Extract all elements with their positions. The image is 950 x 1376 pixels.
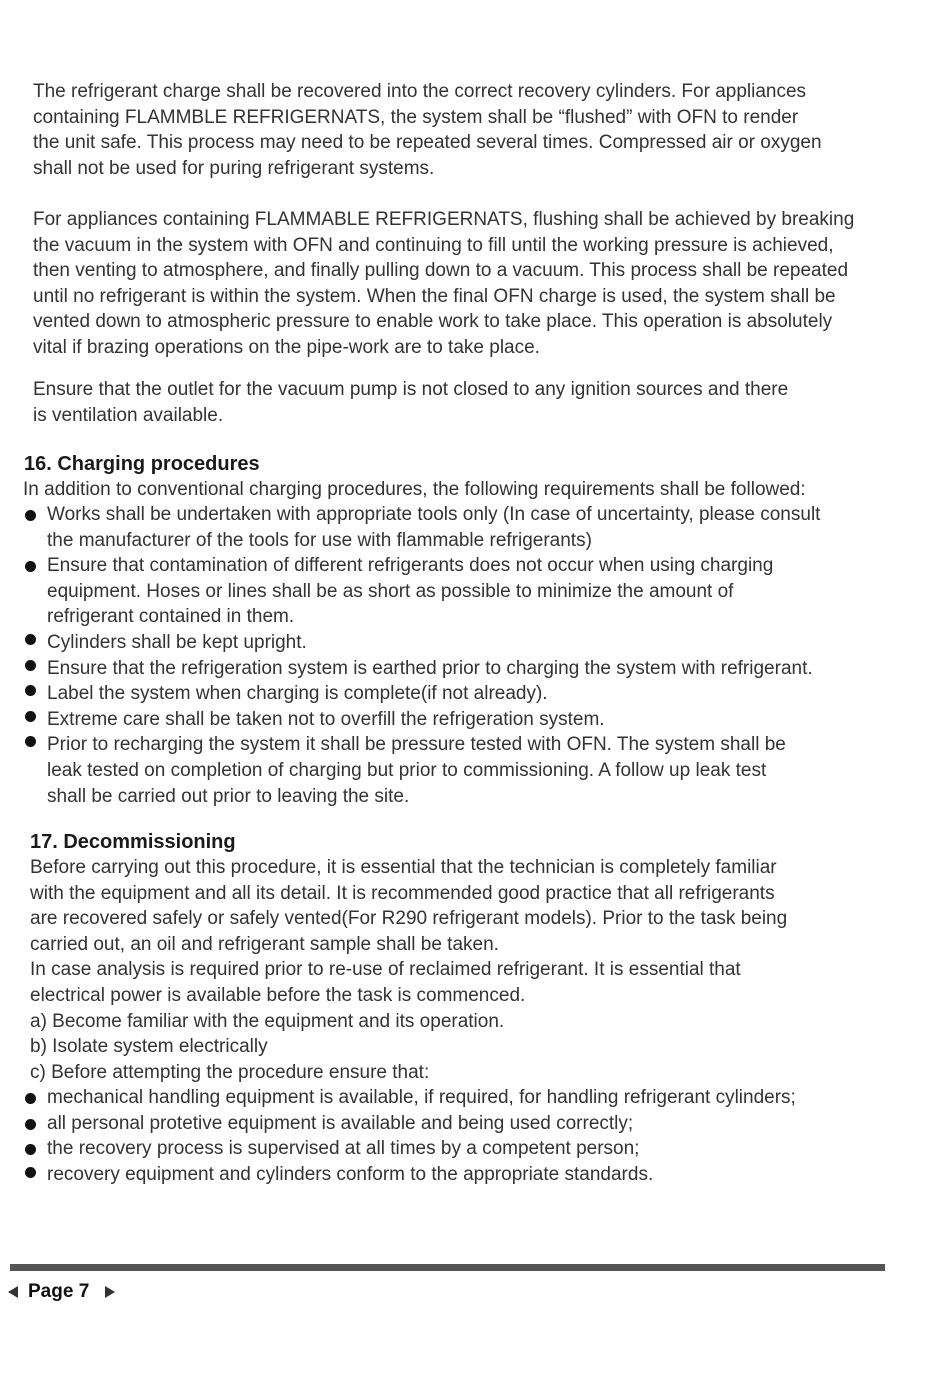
bullet-icon xyxy=(25,1167,36,1178)
page-navigation xyxy=(8,1281,115,1303)
text-line: vented down to atmospheric pressure to enable work to take place. This operation is absolutely xyxy=(33,311,833,333)
intro-paragraph-1 xyxy=(33,79,822,181)
text-line: Prior to recharging the system it shall be pressure tested with OFN. The system shall be xyxy=(47,734,786,756)
text-line: all personal protetive equipment is available and being used correctly; xyxy=(47,1112,634,1134)
text-line: The refrigerant charge shall be recovered into the correct recovery cylinders. For appliances xyxy=(33,81,807,102)
text-line: until no refrigerant is within the system. When the final OFN charge is used, the system shall be xyxy=(33,285,836,307)
text-line: vital if brazing operations on the pipe-work are to take place. xyxy=(33,336,540,358)
bullet-icon xyxy=(25,510,36,521)
footer-divider xyxy=(10,1264,885,1271)
text-line: Ensure that contamination of different refrigerants does not occur when using charging xyxy=(47,555,774,577)
page-number: Page 7 xyxy=(28,1281,90,1302)
text-line: mechanical handling equipment is available, if required, for handling refrigerant cylinders; xyxy=(47,1087,796,1108)
bullet-icon xyxy=(25,685,36,696)
list-item xyxy=(23,1085,796,1111)
text-line: refrigerant contained in them. xyxy=(47,606,295,628)
text-line: c) Before attempting the procedure ensure that: xyxy=(30,1061,430,1083)
text-line: with the equipment and all its detail. It is recommended good practice that all refrigerants xyxy=(30,882,775,904)
section-16-bullet-list xyxy=(23,502,820,809)
text-line: is ventilation available. xyxy=(33,404,224,426)
text-line: Extreme care shall be taken not to overfill the refrigeration system. xyxy=(47,708,605,730)
previous-page-icon[interactable] xyxy=(8,1286,18,1298)
bullet-icon xyxy=(25,711,36,722)
intro-paragraph-3 xyxy=(33,377,788,428)
bullet-icon xyxy=(25,736,36,747)
text-line: Label the system when charging is complete(if not already). xyxy=(47,683,548,705)
text-line: In case analysis is required prior to re-use of reclaimed refrigerant. It is essential that xyxy=(30,959,741,981)
text-line: Before carrying out this procedure, it is essential that the technician is completely familiar xyxy=(30,857,777,878)
text-line: For appliances containing FLAMMABLE REFRIGERNATS, flushing shall be achieved by breaking xyxy=(33,209,855,230)
section-17-heading: 17. Decommissioning xyxy=(30,831,236,853)
bullet-icon xyxy=(25,1144,36,1155)
text-line: shall be carried out prior to leaving the site. xyxy=(47,785,410,807)
text-line: the manufacturer of the tools for use with flammable refrigerants) xyxy=(47,529,592,551)
text-line: recovery equipment and cylinders conform to the appropriate standards. xyxy=(47,1163,654,1185)
text-line: Ensure that the outlet for the vacuum pump is not closed to any ignition sources and there xyxy=(33,379,789,400)
list-item xyxy=(23,707,820,733)
text-line: the unit safe. This process may need to be repeated several times. Compressed air or oxygen xyxy=(33,132,822,154)
list-item xyxy=(23,1136,796,1162)
list-item xyxy=(23,681,820,707)
text-line: containing FLAMMBLE REFRIGERNATS, the system shall be “flushed” with OFN to render xyxy=(33,106,799,128)
text-line: electrical power is available before the task is commenced. xyxy=(30,984,526,1006)
next-page-icon[interactable] xyxy=(105,1286,115,1298)
list-item xyxy=(23,553,820,630)
section-16-heading: 16. Charging procedures xyxy=(24,453,260,475)
list-item xyxy=(23,630,820,656)
section-16-intro: In addition to conventional charging procedures, the following requirements shall be followed: xyxy=(23,479,806,500)
text-line: a) Become familiar with the equipment and its operation. xyxy=(30,1010,505,1032)
list-item xyxy=(23,1111,796,1137)
text-line: Cylinders shall be kept upright. xyxy=(47,631,307,653)
text-line: Works shall be undertaken with appropriate tools only (In case of uncertainty, please consult xyxy=(47,504,821,525)
section-17-body xyxy=(30,855,787,1085)
bullet-icon xyxy=(25,1119,36,1130)
list-item xyxy=(23,502,820,553)
list-item xyxy=(23,656,820,682)
bullet-icon xyxy=(25,660,36,671)
text-line: are recovered safely or safely vented(For R290 refrigerant models). Prior to the task being xyxy=(30,908,788,930)
list-item xyxy=(23,1162,796,1188)
text-line: carried out, an oil and refrigerant sample shall be taken. xyxy=(30,933,499,955)
bullet-icon xyxy=(25,1093,36,1104)
text-line: equipment. Hoses or lines shall be as short as possible to minimize the amount of xyxy=(47,580,734,602)
bullet-icon xyxy=(25,634,36,645)
section-17-bullet-list xyxy=(23,1085,796,1187)
text-line: b) Isolate system electrically xyxy=(30,1036,268,1058)
text-line: shall not be used for puring refrigerant systems. xyxy=(33,157,435,179)
text-line: the vacuum in the system with OFN and continuing to fill until the working pressure is achieved, xyxy=(33,234,834,256)
text-line: Ensure that the refrigeration system is earthed prior to charging the system with refrigerant. xyxy=(47,657,813,679)
text-line: then venting to atmosphere, and finally pulling down to a vacuum. This process shall be repeated xyxy=(33,260,849,282)
list-item xyxy=(23,732,820,809)
intro-paragraph-2 xyxy=(33,207,854,361)
bullet-icon xyxy=(25,561,36,572)
text-line: the recovery process is supervised at all times by a competent person; xyxy=(47,1138,640,1160)
text-line: leak tested on completion of charging but prior to commissioning. A follow up leak test xyxy=(47,759,767,781)
